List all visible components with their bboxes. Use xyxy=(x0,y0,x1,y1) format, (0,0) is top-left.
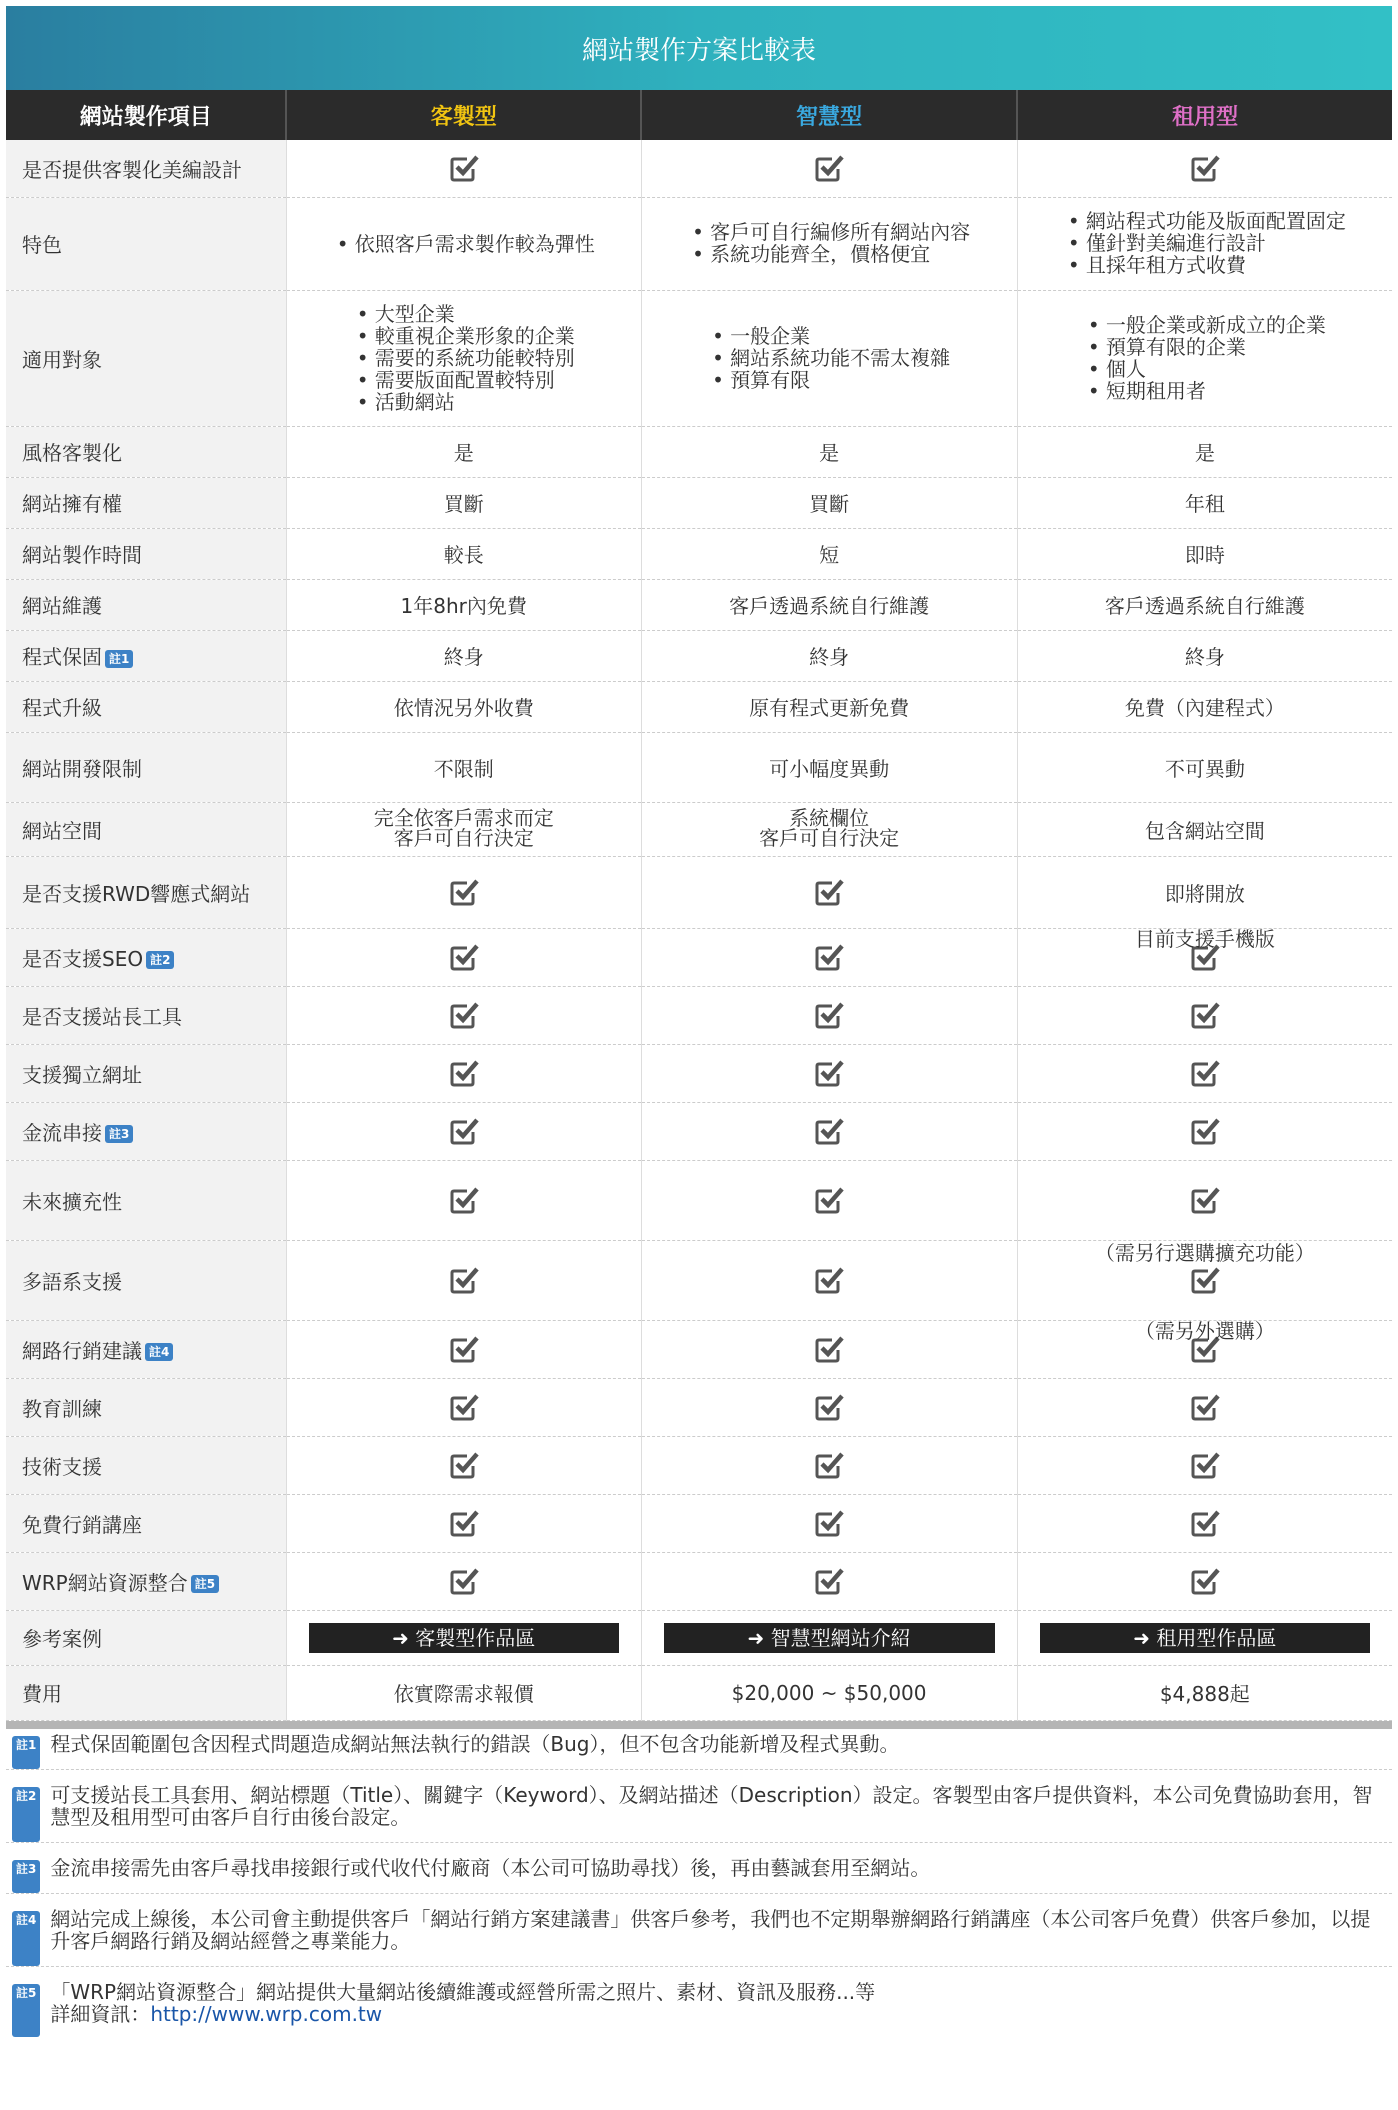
row-label xyxy=(6,1320,286,1378)
checkbox-checked-icon xyxy=(448,1507,480,1539)
row-label: 教育訓練 xyxy=(6,1378,286,1436)
cell: 終身 xyxy=(286,630,641,681)
cell: 是 xyxy=(1017,426,1392,477)
note-tag: 註5 xyxy=(12,1984,40,2037)
table-row xyxy=(6,477,1392,528)
list-item: • 網站系統功能不需太複雜 xyxy=(730,347,950,369)
cell xyxy=(1017,290,1392,426)
row-label: 網站空間 xyxy=(6,802,286,856)
row-label: 多語系支援 xyxy=(6,1240,286,1320)
checkbox-checked-icon xyxy=(448,941,480,973)
table-row xyxy=(6,1320,1392,1378)
cell: 即將開放 xyxy=(1017,856,1392,928)
cell xyxy=(641,1610,1017,1665)
cell-line: 客戶可自行決定 xyxy=(393,826,534,850)
row-label: 免費行銷講座 xyxy=(6,1494,286,1552)
note-tag: 註1 xyxy=(12,1736,40,1769)
label-text: 程式保固 xyxy=(22,645,102,669)
list-item: • 需要的系統功能較特別 xyxy=(375,347,575,369)
check-cell xyxy=(641,1494,1017,1552)
row-label: 程式升級 xyxy=(6,681,286,732)
check-cell xyxy=(286,1044,641,1102)
arrow-circle-right-icon: ➜ xyxy=(392,1625,416,1650)
cell xyxy=(641,197,1017,290)
button-label: 租用型作品區 xyxy=(1156,1625,1277,1650)
check-cell xyxy=(286,1378,641,1436)
check-cell xyxy=(286,1552,641,1610)
header-custom: 客製型 xyxy=(286,90,641,140)
checkbox-checked-icon xyxy=(448,1057,480,1089)
list-item: • 僅針對美編進行設計 xyxy=(1086,232,1346,254)
table-row xyxy=(6,1610,1392,1665)
footnote xyxy=(6,1853,1392,1893)
arrow-circle-right-icon: ➜ xyxy=(747,1625,771,1650)
footnote-text: 可支援站長工具套用、網站標題（Title）、關鍵字（Keyword）、及網站描述（Description）設定。客製型由客戶提供資料，本公司免費協助套用，智慧型及租用型可由客戶自行由後台設定。 xyxy=(50,1782,1373,1829)
arrow-circle-right-icon: ➜ xyxy=(1133,1625,1157,1650)
cell xyxy=(1017,197,1392,290)
note-tag[interactable]: 註4 xyxy=(145,1343,173,1361)
list-item: • 一般企業 xyxy=(730,325,950,347)
table-row xyxy=(6,1436,1392,1494)
check-cell xyxy=(1017,1378,1392,1436)
row-label: 是否提供客製化美編設計 xyxy=(6,140,286,197)
check-cell xyxy=(1017,1044,1392,1102)
note-tag[interactable]: 註5 xyxy=(191,1575,219,1593)
cell: 是 xyxy=(641,426,1017,477)
checkbox-checked-icon xyxy=(813,1449,845,1481)
note-tag: 註2 xyxy=(12,1787,40,1842)
cell: 依實際需求報價 xyxy=(286,1665,641,1720)
row-label: 適用對象 xyxy=(6,290,286,426)
bullet-list xyxy=(1064,210,1346,276)
table-row xyxy=(6,1160,1392,1240)
cell: 原有程式更新免費 xyxy=(641,681,1017,732)
cell xyxy=(1017,1610,1392,1665)
cell-note: 目前支援手機版 xyxy=(1134,926,1275,951)
row-label xyxy=(6,928,286,986)
row-label: 網站製作時間 xyxy=(6,528,286,579)
list-item: • 需要版面配置較特別 xyxy=(375,369,575,391)
table-row xyxy=(6,856,1392,928)
check-cell xyxy=(286,1320,641,1378)
table-bottom-bar xyxy=(6,1721,1392,1729)
table-row xyxy=(6,1665,1392,1720)
row-label xyxy=(6,1102,286,1160)
checkbox-checked-icon xyxy=(813,152,845,184)
checkbox-checked-icon xyxy=(1189,999,1221,1031)
row-label: 網站維護 xyxy=(6,579,286,630)
cell: 終身 xyxy=(1017,630,1392,681)
note-tag[interactable]: 註1 xyxy=(105,650,133,668)
checkbox-checked-icon xyxy=(448,1184,480,1216)
cell-line: 完全依客戶需求而定 xyxy=(373,806,554,830)
row-label: 網站擁有權 xyxy=(6,477,286,528)
table-row xyxy=(6,1378,1392,1436)
note-tag: 註4 xyxy=(12,1911,40,1966)
footnote xyxy=(6,1780,1392,1842)
header-rent: 租用型 xyxy=(1017,90,1392,140)
note-tag: 註3 xyxy=(12,1860,40,1893)
footnotes xyxy=(6,1729,1392,2037)
check-cell xyxy=(641,1102,1017,1160)
header-smart: 智慧型 xyxy=(641,90,1017,140)
checkbox-checked-icon xyxy=(1189,1391,1221,1423)
checkbox-checked-icon xyxy=(1189,1057,1221,1089)
cell: 短 xyxy=(641,528,1017,579)
checkbox-checked-icon xyxy=(1189,1449,1221,1481)
cell: $4,888起 xyxy=(1017,1665,1392,1720)
cell xyxy=(286,197,641,290)
check-cell xyxy=(641,1552,1017,1610)
table-row xyxy=(6,802,1392,856)
label-text: 網路行銷建議 xyxy=(22,1338,142,1363)
cell xyxy=(641,290,1017,426)
row-label xyxy=(6,1552,286,1610)
checkbox-checked-icon xyxy=(813,1507,845,1539)
cell: 客戶透過系統自行維護 xyxy=(641,579,1017,630)
note-tag[interactable]: 註2 xyxy=(146,951,174,969)
bullet-list xyxy=(708,325,950,391)
checkbox-checked-icon xyxy=(813,1115,845,1147)
cell xyxy=(286,1610,641,1665)
button-label: 客製型作品區 xyxy=(415,1625,536,1650)
check-cell xyxy=(286,856,641,928)
list-item: • 客戶可自行編修所有網站內容 xyxy=(710,221,970,243)
label-text: 金流串接 xyxy=(22,1120,102,1145)
cell: 買斷 xyxy=(641,477,1017,528)
table-row xyxy=(6,579,1392,630)
footnote-text: 金流串接需先由客戶尋找串接銀行或代收代付廠商（本公司可協助尋找）後，再由藝誠套用至網站。 xyxy=(50,1855,931,1880)
cell xyxy=(286,290,641,426)
row-label: 網站開發限制 xyxy=(6,732,286,802)
checkbox-checked-icon xyxy=(813,1264,845,1296)
checkbox-checked-icon xyxy=(813,1565,845,1597)
cell: 客戶透過系統自行維護 xyxy=(1017,579,1392,630)
table-row xyxy=(6,1552,1392,1610)
checkbox-checked-icon xyxy=(1189,1184,1221,1216)
checkbox-checked-icon xyxy=(1189,1565,1221,1597)
check-cell xyxy=(641,1044,1017,1102)
bullet-list xyxy=(333,233,595,255)
check-cell xyxy=(641,1436,1017,1494)
check-cell xyxy=(641,140,1017,197)
table-row xyxy=(6,197,1392,290)
check-cell xyxy=(286,1436,641,1494)
check-cell xyxy=(1017,1494,1392,1552)
row-label: 未來擴充性 xyxy=(6,1160,286,1240)
check-cell xyxy=(1017,1436,1392,1494)
row-label: 技術支援 xyxy=(6,1436,286,1494)
check-cell xyxy=(286,1494,641,1552)
header-row xyxy=(6,90,1392,140)
checkbox-checked-icon xyxy=(448,1115,480,1147)
check-cell xyxy=(1017,1320,1392,1378)
table-row xyxy=(6,290,1392,426)
list-item: • 一般企業或新成立的企業 xyxy=(1106,314,1326,336)
row-label: 費用 xyxy=(6,1665,286,1720)
checkbox-checked-icon xyxy=(1189,1264,1221,1296)
checkbox-checked-icon xyxy=(1189,152,1221,184)
cell xyxy=(641,802,1017,856)
row-label: 是否支援站長工具 xyxy=(6,986,286,1044)
checkbox-checked-icon xyxy=(448,1264,480,1296)
checkbox-checked-icon xyxy=(448,1449,480,1481)
rent-portfolio-button[interactable] xyxy=(1040,1623,1370,1653)
table-row xyxy=(6,1044,1392,1102)
table-row xyxy=(6,528,1392,579)
row-label: 是否支援RWD響應式網站 xyxy=(6,856,286,928)
bullet-list xyxy=(1084,314,1326,402)
cell-line: 系統欄位 xyxy=(789,806,870,830)
header-item: 網站製作項目 xyxy=(6,90,286,140)
cell: 買斷 xyxy=(286,477,641,528)
cell: 包含網站空間 xyxy=(1017,802,1392,856)
checkbox-checked-icon xyxy=(448,876,480,908)
checkbox-checked-icon xyxy=(813,1391,845,1423)
row-label: 支援獨立網址 xyxy=(6,1044,286,1102)
checkbox-checked-icon xyxy=(448,1391,480,1423)
list-item: • 且採年租方式收費 xyxy=(1086,254,1346,276)
table-row xyxy=(6,630,1392,681)
table-row xyxy=(6,732,1392,802)
row-label xyxy=(6,630,286,681)
check-cell xyxy=(641,1320,1017,1378)
check-cell xyxy=(286,986,641,1044)
checkbox-checked-icon xyxy=(813,999,845,1031)
table-row xyxy=(6,928,1392,986)
check-cell xyxy=(641,856,1017,928)
label-text: WRP網站資源整合 xyxy=(22,1570,188,1595)
check-cell xyxy=(286,1240,641,1320)
footnote xyxy=(6,1729,1392,1769)
check-cell xyxy=(1017,928,1392,986)
footnote xyxy=(6,1977,1392,2037)
table-row xyxy=(6,426,1392,477)
cell: 年租 xyxy=(1017,477,1392,528)
cell: 是 xyxy=(286,426,641,477)
list-item: • 預算有限 xyxy=(730,369,950,391)
table-row xyxy=(6,140,1392,197)
row-label: 特色 xyxy=(6,197,286,290)
checkbox-checked-icon xyxy=(448,1565,480,1597)
checkbox-checked-icon xyxy=(813,876,845,908)
check-cell xyxy=(1017,140,1392,197)
cell: 可小幅度異動 xyxy=(641,732,1017,802)
table-row xyxy=(6,986,1392,1044)
checkbox-checked-icon xyxy=(1189,1115,1221,1147)
list-item: • 大型企業 xyxy=(375,303,575,325)
note-tag[interactable]: 註3 xyxy=(105,1125,133,1143)
cell: 即時 xyxy=(1017,528,1392,579)
list-item: • 短期租用者 xyxy=(1106,380,1326,402)
cell: $20,000 ~ $50,000 xyxy=(641,1665,1017,1720)
check-cell xyxy=(286,1102,641,1160)
footnote-text: 網站完成上線後，本公司會主動提供客戶「網站行銷方案建議書」供客戶參考，我們也不定期舉辦網路行銷講座（本公司客戶免費）供客戶參加，以提升客戶網路行銷及網站經營之專業能力。 xyxy=(50,1906,1371,1953)
cell: 較長 xyxy=(286,528,641,579)
footnote xyxy=(6,1904,1392,1966)
list-item: • 活動網站 xyxy=(375,391,575,413)
cell: 1年8hr內免費 xyxy=(286,579,641,630)
cell: 終身 xyxy=(641,630,1017,681)
checkbox-checked-icon xyxy=(813,1057,845,1089)
custom-portfolio-button[interactable] xyxy=(309,1623,619,1653)
table-row xyxy=(6,681,1392,732)
check-cell xyxy=(641,1378,1017,1436)
cell-note: （需另外選購） xyxy=(1134,1318,1275,1343)
cell: 不可異動 xyxy=(1017,732,1392,802)
bullet-list xyxy=(688,221,970,265)
check-cell xyxy=(1017,1552,1392,1610)
check-cell xyxy=(286,1160,641,1240)
row-label: 風格客製化 xyxy=(6,426,286,477)
cell: 免費（內建程式） xyxy=(1017,681,1392,732)
label-text: 是否支援SEO xyxy=(22,946,144,971)
cell-note: （需另行選購擴充功能） xyxy=(1094,1240,1315,1265)
detail-label: 詳細資訊： xyxy=(50,2001,151,2026)
button-label: 智慧型網站介紹 xyxy=(770,1625,911,1650)
table-row xyxy=(6,1102,1392,1160)
check-cell xyxy=(641,1160,1017,1240)
wrp-link[interactable]: http://www.wrp.com.tw xyxy=(150,2001,383,2026)
smart-intro-button[interactable] xyxy=(664,1623,995,1653)
checkbox-checked-icon xyxy=(448,152,480,184)
check-cell xyxy=(641,928,1017,986)
row-label: 參考案例 xyxy=(6,1610,286,1665)
cell-line: 客戶可自行決定 xyxy=(759,826,900,850)
check-cell xyxy=(1017,1102,1392,1160)
footnote-text: 程式保固範圍包含因程式問題造成網站無法執行的錯誤（Bug），但不包含功能新增及程式異動。 xyxy=(50,1731,900,1756)
checkbox-checked-icon xyxy=(813,941,845,973)
checkbox-checked-icon xyxy=(813,1333,845,1365)
page-title: 網站製作方案比較表 xyxy=(6,6,1392,90)
list-item: • 網站程式功能及版面配置固定 xyxy=(1086,210,1346,232)
check-cell xyxy=(1017,986,1392,1044)
check-cell xyxy=(286,140,641,197)
checkbox-checked-icon xyxy=(448,999,480,1031)
cell: 不限制 xyxy=(286,732,641,802)
comparison-table xyxy=(6,90,1392,1721)
bullet-list xyxy=(353,303,575,413)
list-item: • 系統功能齊全，價格便宜 xyxy=(710,243,970,265)
footnote-text: 「WRP網站資源整合」網站提供大量網站後續維護或經營所需之照片、素材、資訊及服務...等 xyxy=(50,1979,876,2004)
table-row xyxy=(6,1494,1392,1552)
cell: 依情況另外收費 xyxy=(286,681,641,732)
cell xyxy=(286,802,641,856)
list-item: • 個人 xyxy=(1106,358,1326,380)
list-item: • 預算有限的企業 xyxy=(1106,336,1326,358)
checkbox-checked-icon xyxy=(1189,1507,1221,1539)
check-cell xyxy=(1017,1240,1392,1320)
table-row xyxy=(6,1240,1392,1320)
list-item: • 依照客戶需求製作較為彈性 xyxy=(355,233,595,255)
check-cell xyxy=(1017,1160,1392,1240)
checkbox-checked-icon xyxy=(448,1333,480,1365)
check-cell xyxy=(286,928,641,986)
check-cell xyxy=(641,1240,1017,1320)
checkbox-checked-icon xyxy=(813,1184,845,1216)
list-item: • 較重視企業形象的企業 xyxy=(375,325,575,347)
check-cell xyxy=(641,986,1017,1044)
